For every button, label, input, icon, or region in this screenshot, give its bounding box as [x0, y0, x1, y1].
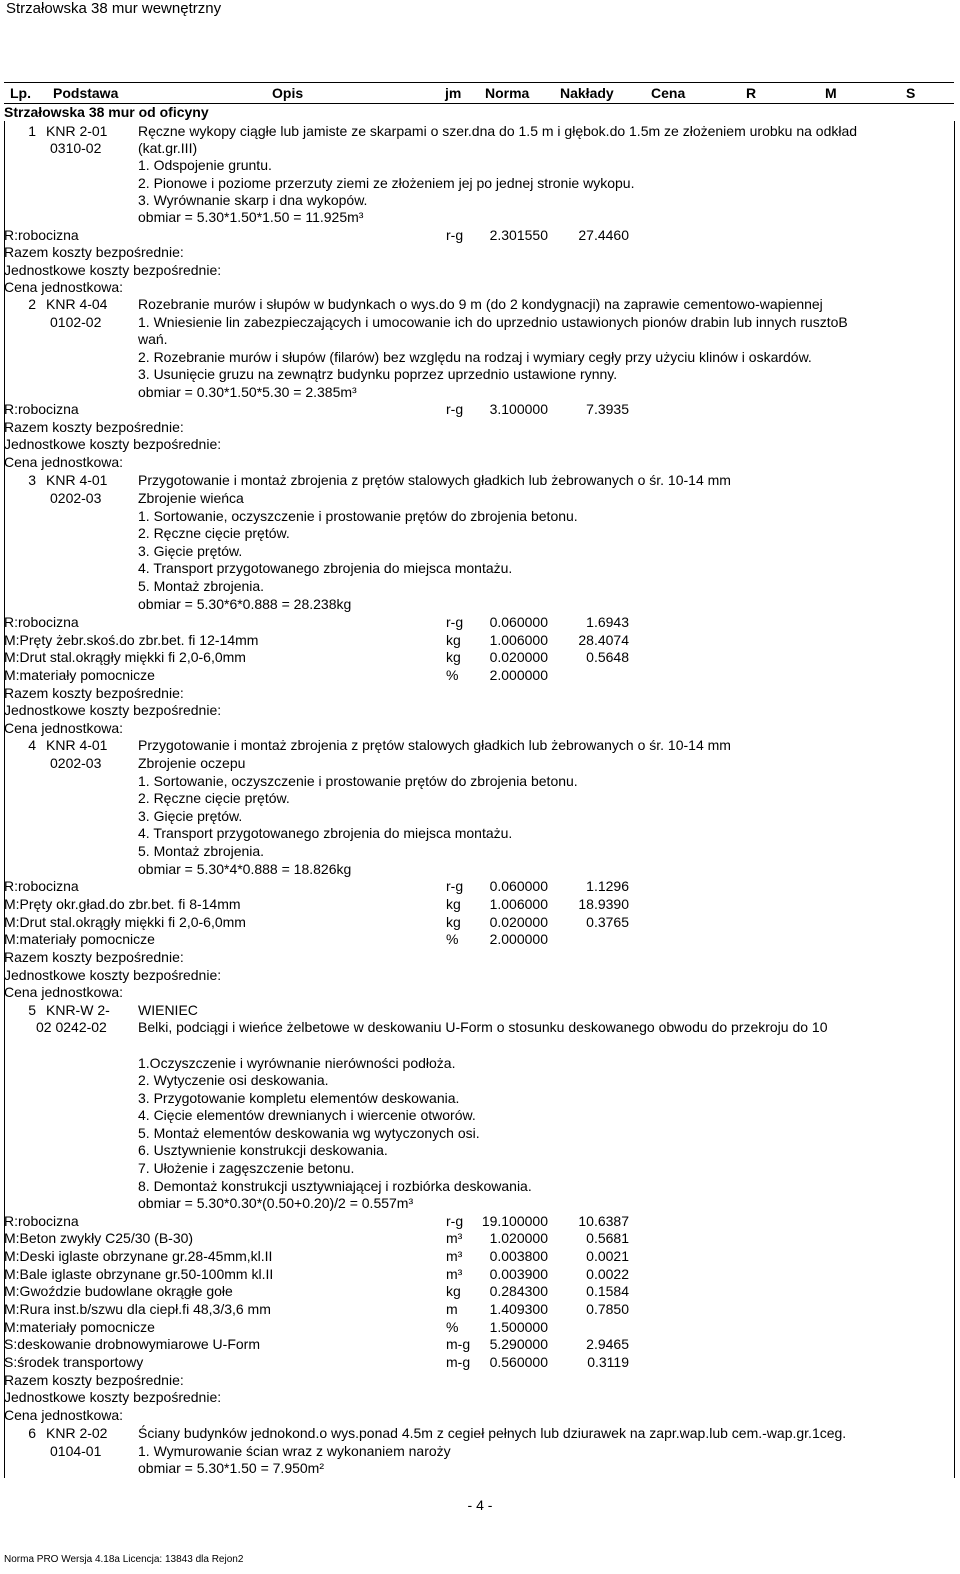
text-line: 0102-02 [50, 314, 102, 330]
text-line: 2.301550 [489, 227, 548, 243]
text-line: wań. [138, 331, 168, 347]
text-line: 0.5648 [586, 649, 629, 665]
text-line: Zbrojenie wieńca [138, 490, 244, 506]
text-line: R:robocizna [4, 878, 79, 894]
text-line: obmiar = 0.30*1.50*5.30 = 2.385m³ [138, 384, 357, 400]
header-opis: Opis [272, 85, 304, 101]
text-line: Razem koszty bezpośrednie: [4, 685, 184, 701]
text-line: Jednostkowe koszty bezpośrednie: [4, 967, 222, 983]
text-line: 2. Ręczne cięcie prętów. [138, 790, 290, 806]
text-line: R:robocizna [4, 401, 79, 417]
text-line: Ręczne wykopy ciągłe lub jamiste ze skarpami o szer.dna do 1.5 m i głębok.do 1.5m ze złożeniem urobku na odkład [138, 123, 858, 139]
text-line: 1. Wniesienie lin zabezpieczających i umocowanie ich do uprzednio ustawionych pionów drabin lub innych rusztoB [138, 314, 848, 330]
header-norma: Norma [485, 85, 530, 101]
text-line: Jednostkowe koszty bezpośrednie: [4, 262, 222, 278]
text-line: R:robocizna [4, 1213, 79, 1229]
text-line: Przygotowanie i montaż zbrojenia z prętów stalowych gładkich lub żebrowanych o śr. 10-14 mm [138, 472, 731, 488]
text-line: 27.4460 [578, 227, 629, 243]
text-line: m³ [446, 1266, 463, 1282]
text-line: r-g [446, 227, 464, 243]
text-line: M:Gwoździe budowlane okrągłe gołe [4, 1283, 233, 1299]
text-line: 1. Sortowanie, oczyszczenie i prostowanie prętów do zbrojenia betonu. [138, 508, 578, 524]
text-line: M:Drut stal.okrągły miękki fi 2,0-6,0mm [4, 649, 246, 665]
text-line: m [446, 1301, 458, 1317]
text-line: 0.1584 [586, 1283, 629, 1299]
text-line: Jednostkowe koszty bezpośrednie: [4, 1389, 222, 1405]
text-line: 0.060000 [489, 614, 548, 630]
text-line: M:materiały pomocnicze [4, 667, 155, 683]
header-podstawa: Podstawa [53, 85, 119, 101]
text-line: 2. Ręczne cięcie prętów. [138, 525, 290, 541]
text-line: 7.3935 [586, 401, 629, 417]
text-line: KNR 4-01 [46, 472, 108, 488]
text-line: 1.006000 [489, 896, 548, 912]
text-line: r-g [446, 1213, 464, 1229]
text-line: 1. Sortowanie, oczyszczenie i prostowanie prętów do zbrojenia betonu. [138, 773, 578, 789]
text-line: 1 [28, 123, 36, 139]
text-line: 3. Usunięcie gruzu na zewnątrz budynku poprzez uprzednio ustawione rynny. [138, 366, 618, 382]
text-line: KNR 2-02 [46, 1425, 108, 1441]
text-line: 0.0021 [586, 1248, 629, 1264]
text-line: (kat.gr.III) [138, 140, 198, 156]
text-line: 0.020000 [489, 914, 548, 930]
header-naklady: Nakłady [560, 85, 614, 101]
text-line: 2. Wytyczenie osi deskowania. [138, 1072, 329, 1088]
text-line: S:deskowanie drobnowymiarowe U-Form [4, 1336, 260, 1352]
text-line: KNR 4-04 [46, 296, 108, 312]
text-line: 1.006000 [489, 632, 548, 648]
text-line: % [446, 1319, 459, 1335]
text-line: 2.000000 [489, 667, 548, 683]
text-line: M:Bale iglaste obrzynane gr.50-100mm kl.II [4, 1266, 274, 1282]
text-line: 0.060000 [489, 878, 548, 894]
text-line: m³ [446, 1248, 463, 1264]
header-r: R [746, 85, 757, 101]
text-line: M:Beton zwykły C25/30 (B-30) [4, 1230, 194, 1246]
text-line: % [446, 667, 459, 683]
text-line: Cena jednostkowa: [4, 984, 124, 1000]
text-line: 0.7850 [586, 1301, 629, 1317]
text-line: 18.9390 [578, 896, 629, 912]
text-line: 5 [28, 1002, 36, 1018]
text-line: 3.100000 [489, 401, 548, 417]
text-line: 3 [28, 472, 36, 488]
text-line: 7. Ułożenie i zagęszczenie betonu. [138, 1160, 355, 1176]
text-line: 1.020000 [489, 1230, 548, 1246]
text-line: kg [446, 1283, 461, 1299]
header-cena: Cena [651, 85, 686, 101]
text-line: Cena jednostkowa: [4, 279, 124, 295]
text-line: 0.0022 [586, 1266, 629, 1282]
section-title: Strzałowska 38 mur od oficyny [4, 104, 209, 120]
text-line: 4 [28, 737, 36, 753]
text-line: 3. Przygotowanie kompletu elementów deskowania. [138, 1090, 460, 1106]
text-line: M:Pręty żebr.skoś.do zbr.bet. fi 12-14mm [4, 632, 259, 648]
text-line: Razem koszty bezpośrednie: [4, 244, 184, 260]
text-line: Belki, podciągi i wieńce żelbetowe w deskowaniu U-Form o stosunku deskowanego obwodu do przekroju do 10 [138, 1019, 828, 1035]
text-line: 2. Pionowe i poziome przerzuty ziemi ze złożeniem jej po jednej stronie wykopu. [138, 175, 635, 191]
text-line: 4. Transport przygotowanego zbrojenia do miejsca montażu. [138, 825, 513, 841]
text-line: 0202-03 [50, 755, 102, 771]
text-line: kg [446, 632, 461, 648]
text-line: Jednostkowe koszty bezpośrednie: [4, 702, 222, 718]
text-line: % [446, 931, 459, 947]
text-line: 2. Rozebranie murów i słupów (filarów) bez względu na rodzaj i wymiary cegły przy użyciu klinów i oskardów. [138, 349, 812, 365]
text-line: Rozebranie murów i słupów w budynkach o wys.do 9 m (do 2 kondygnacji) na zaprawie cementowo-wapiennej [138, 296, 823, 312]
text-line: M:materiały pomocnicze [4, 931, 155, 947]
footer-license: Norma PRO Wersja 4.18a Licencja: 13843 dla Rejon2 [4, 1554, 244, 1565]
text-line: 0202-03 [50, 490, 102, 506]
header-lp: Lp. [10, 85, 31, 101]
text-line: 0.003800 [489, 1248, 548, 1264]
page-number: - 4 - [467, 1497, 493, 1513]
text-line: Jednostkowe koszty bezpośrednie: [4, 436, 222, 452]
text-line: 02 0242-02 [36, 1019, 107, 1035]
text-line: 0.284300 [489, 1283, 548, 1299]
text-line: 6. Usztywnienie konstrukcji deskowania. [138, 1142, 388, 1158]
text-line: 4. Cięcie elementów drewnianych i wiercenie otworów. [138, 1107, 476, 1123]
header-jm: jm [445, 85, 462, 101]
text-line: 4. Transport przygotowanego zbrojenia do miejsca montażu. [138, 560, 513, 576]
text-line: 6 [28, 1425, 36, 1441]
text-line: 1.1296 [586, 878, 629, 894]
text-line: 1.500000 [489, 1319, 548, 1335]
text-line: obmiar = 5.30*1.50 = 7.950m² [138, 1460, 325, 1476]
text-line: Razem koszty bezpośrednie: [4, 1372, 184, 1388]
text-line: 3. Gięcie prętów. [138, 543, 243, 559]
text-line: obmiar = 5.30*1.50*1.50 = 11.925m³ [138, 209, 364, 225]
text-line: M:materiały pomocnicze [4, 1319, 155, 1335]
text-line: obmiar = 5.30*0.30*(0.50+0.20)/2 = 0.557m³ [138, 1195, 414, 1211]
text-line: obmiar = 5.30*4*0.888 = 18.826kg [138, 861, 352, 877]
text-line: 5. Montaż zbrojenia. [138, 578, 265, 594]
table-header [4, 82, 954, 104]
text-line: 1.409300 [489, 1301, 548, 1317]
text-line: 28.4074 [578, 632, 629, 648]
text-line: 2.9465 [586, 1336, 629, 1352]
text-line: 2.000000 [489, 931, 548, 947]
text-line: 3. Gięcie prętów. [138, 808, 243, 824]
text-line: 10.6387 [578, 1213, 629, 1229]
text-line: Cena jednostkowa: [4, 454, 124, 470]
text-line: r-g [446, 401, 464, 417]
text-line: 1. Wymurowanie ścian wraz z wykonaniem naroży [138, 1443, 451, 1459]
text-line: WIENIEC [138, 1002, 198, 1018]
text-line: 1.Oczyszczenie i wyrównanie nierówności podłoża. [138, 1055, 456, 1071]
text-line: 8. Demontaż konstrukcji usztywniającej i rozbiórka deskowania. [138, 1178, 532, 1194]
text-line: 5. Montaż elementów deskowania wg wytyczonych osi. [138, 1125, 480, 1141]
text-line: Cena jednostkowa: [4, 1407, 124, 1423]
text-line: Przygotowanie i montaż zbrojenia z prętów stalowych gładkich lub żebrowanych o śr. 10-14 mm [138, 737, 731, 753]
text-line: kg [446, 896, 461, 912]
text-line: 19.100000 [481, 1213, 548, 1229]
text-line: Zbrojenie oczepu [138, 755, 246, 771]
text-line: kg [446, 649, 461, 665]
text-line: R:robocizna [4, 614, 79, 630]
text-line: 0310-02 [50, 140, 102, 156]
text-line: 5.290000 [489, 1336, 548, 1352]
text-line: S:środek transportowy [4, 1354, 144, 1370]
text-line: r-g [446, 878, 464, 894]
text-line: obmiar = 5.30*6*0.888 = 28.238kg [138, 596, 352, 612]
text-line: Ściany budynków jednokond.o wys.ponad 4.5m z cegieł pełnych lub dziurawek na zapr.wap.lub cem.-wap.gr.1ceg. [138, 1425, 847, 1441]
text-line: 0.3119 [587, 1354, 629, 1370]
text-line: Cena jednostkowa: [4, 720, 124, 736]
text-line: 0104-01 [50, 1443, 102, 1459]
text-line: 1.6943 [586, 614, 629, 630]
text-line: 2 [28, 296, 36, 312]
text-line: m-g [446, 1336, 471, 1352]
text-line: 0.5681 [586, 1230, 629, 1246]
text-line: Razem koszty bezpośrednie: [4, 949, 184, 965]
text-line: M:Deski iglaste obrzynane gr.28-45mm,kl.II [4, 1248, 273, 1264]
text-line: m³ [446, 1230, 463, 1246]
text-line: r-g [446, 614, 464, 630]
text-line: 0.560000 [489, 1354, 548, 1370]
text-line: Razem koszty bezpośrednie: [4, 419, 184, 435]
text-line: 5. Montaż zbrojenia. [138, 843, 265, 859]
text-line: 0.003900 [489, 1266, 548, 1282]
text-line: 0.020000 [489, 649, 548, 665]
text-line: 3. Wyrównanie skarp i dna wykopów. [138, 192, 368, 208]
header-s: S [906, 85, 916, 101]
text-line: KNR 4-01 [46, 737, 108, 753]
header-m: M [825, 85, 837, 101]
text-line: M:Pręty okr.gład.do zbr.bet. fi 8-14mm [4, 896, 241, 912]
text-line: 1. Odspojenie gruntu. [138, 157, 272, 173]
document-title: Strzałowska 38 mur wewnętrzny [6, 0, 222, 17]
text-line: 0.3765 [586, 914, 629, 930]
text-line: m-g [446, 1354, 471, 1370]
table-right-border [954, 121, 955, 1478]
text-line: M:Drut stal.okrągły miękki fi 2,0-6,0mm [4, 914, 246, 930]
text-line: kg [446, 914, 461, 930]
text-line: R:robocizna [4, 227, 79, 243]
text-line: KNR 2-01 [46, 123, 108, 139]
text-line: M:Rura inst.b/szwu dla ciepł.fi 48,3/3,6 mm [4, 1301, 271, 1317]
text-line: KNR-W 2- [46, 1002, 110, 1018]
